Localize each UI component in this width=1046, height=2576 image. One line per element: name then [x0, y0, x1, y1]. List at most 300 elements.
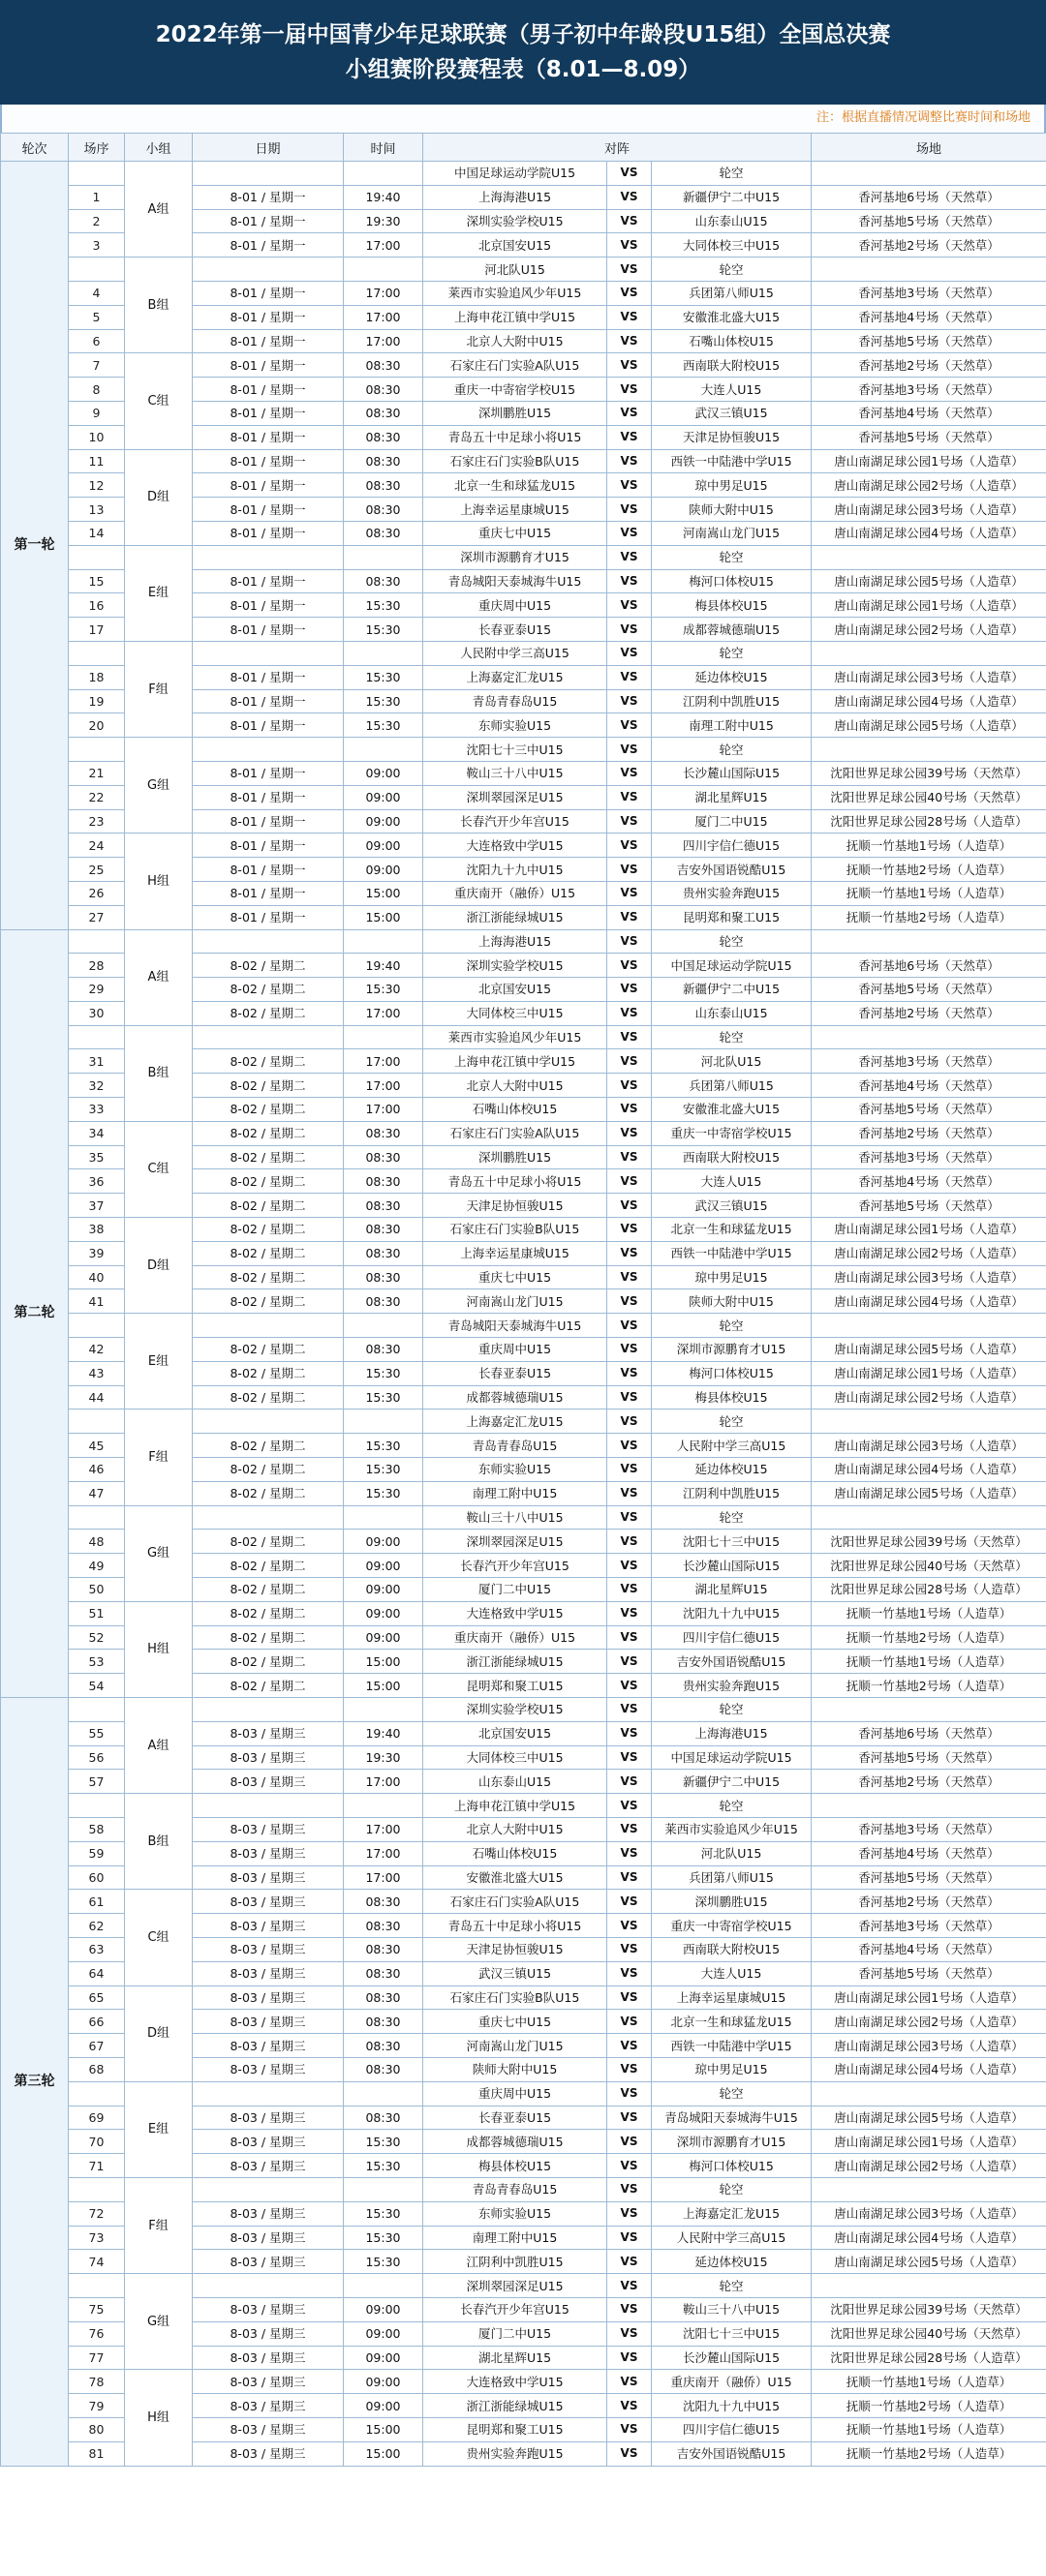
match-date: 8-03 / 星期三: [193, 2346, 344, 2370]
away-team: 新疆伊宁二中U15: [652, 185, 812, 209]
match-number: 57: [69, 1770, 125, 1794]
home-team: 深圳鹏胜U15: [423, 1145, 607, 1169]
match-time: [344, 929, 423, 954]
match-time: 09:00: [344, 1625, 423, 1650]
match-number: 52: [69, 1625, 125, 1650]
away-team: 深圳鹏胜U15: [652, 1890, 812, 1914]
away-team: 深圳市源鹏育才U15: [652, 1338, 812, 1362]
venue: 香河基地2号场（天然草）: [812, 233, 1046, 258]
group-label: G组: [125, 1505, 193, 1601]
away-team: 吉安外国语锐酷U15: [652, 858, 812, 882]
match-number: 56: [69, 1745, 125, 1770]
match-number: 72: [69, 2201, 125, 2226]
group-label: B组: [125, 258, 193, 353]
away-team: 轮空: [652, 929, 812, 954]
vs-label: VS: [607, 378, 652, 402]
venue: 沈阳世界足球公园28号场（人造草）: [812, 1578, 1046, 1602]
away-team: 轮空: [652, 545, 812, 569]
away-team: 轮空: [652, 1409, 812, 1434]
away-team: 陕师大附中U15: [652, 1289, 812, 1314]
match-number: 50: [69, 1578, 125, 1602]
match-time: [344, 545, 423, 569]
vs-label: VS: [607, 689, 652, 713]
match-time: 08:30: [344, 1265, 423, 1289]
away-team: 青岛城阳天泰城海牛U15: [652, 2106, 812, 2130]
away-team: 天津足协恒骏U15: [652, 425, 812, 449]
vs-label: VS: [607, 2346, 652, 2370]
home-team: 北京一生和球猛龙U15: [423, 473, 607, 498]
match-time: 09:00: [344, 2321, 423, 2346]
match-date: 8-03 / 星期三: [193, 2034, 344, 2058]
match-number: 60: [69, 1865, 125, 1890]
home-team: 青岛青春岛U15: [423, 2177, 607, 2201]
home-team: 湖北星辉U15: [423, 2346, 607, 2370]
match-date: 8-03 / 星期三: [193, 2154, 344, 2178]
match-number: 15: [69, 569, 125, 593]
venue: 唐山南湖足球公园1号场（人造草）: [812, 449, 1046, 473]
away-team: 轮空: [652, 258, 812, 282]
venue: 唐山南湖足球公园4号场（人造草）: [812, 689, 1046, 713]
vs-label: VS: [607, 2370, 652, 2394]
match-time: 09:00: [344, 1530, 423, 1554]
match-time: 09:00: [344, 1601, 423, 1625]
match-date: 8-01 / 星期一: [193, 305, 344, 329]
vs-label: VS: [607, 2321, 652, 2346]
home-team: 梅县体校U15: [423, 2154, 607, 2178]
match-time: 19:40: [344, 954, 423, 978]
home-team: 大连格致中学U15: [423, 2370, 607, 2394]
home-team: 青岛五十中足球小将U15: [423, 1169, 607, 1194]
venue: 唐山南湖足球公园2号场（人造草）: [812, 1241, 1046, 1265]
vs-label: VS: [607, 353, 652, 378]
match-number: 11: [69, 449, 125, 473]
home-team: 青岛五十中足球小将U15: [423, 1914, 607, 1938]
venue: 抚顺一竹基地2号场（人造草）: [812, 1625, 1046, 1650]
venue: 香河基地3号场（天然草）: [812, 1914, 1046, 1938]
away-team: 北京一生和球猛龙U15: [652, 2010, 812, 2034]
match-number: 41: [69, 1289, 125, 1314]
match-number: 1: [69, 185, 125, 209]
away-team: 轮空: [652, 641, 812, 665]
venue: 香河基地5号场（天然草）: [812, 1865, 1046, 1890]
home-team: 石嘴山体校U15: [423, 1098, 607, 1122]
venue: [812, 258, 1046, 282]
match-number: [69, 1025, 125, 1049]
venue: [812, 2081, 1046, 2106]
match-time: 09:00: [344, 2394, 423, 2418]
match-number: [69, 2177, 125, 2201]
col-round: 轮次: [1, 134, 69, 162]
match-time: 08:30: [344, 1218, 423, 1242]
match-time: 08:30: [344, 1914, 423, 1938]
home-team: 重庆南开（融侨）U15: [423, 1625, 607, 1650]
vs-label: VS: [607, 1721, 652, 1745]
match-time: 09:00: [344, 833, 423, 858]
match-number: 80: [69, 2417, 125, 2441]
away-team: 吉安外国语锐酷U15: [652, 2441, 812, 2466]
match-time: 09:00: [344, 761, 423, 785]
col-date: 日期: [193, 134, 344, 162]
venue: 唐山南湖足球公园3号场（人造草）: [812, 2034, 1046, 2058]
match-number: 44: [69, 1385, 125, 1409]
match-time: 09:00: [344, 2370, 423, 2394]
match-date: 8-03 / 星期三: [193, 1937, 344, 1961]
match-number: 6: [69, 329, 125, 353]
match-number: 66: [69, 2010, 125, 2034]
home-team: 北京国安U15: [423, 1721, 607, 1745]
home-team: 上海申花江镇中学U15: [423, 1049, 607, 1074]
match-date: 8-03 / 星期三: [193, 1745, 344, 1770]
home-team: 北京人大附中U15: [423, 1817, 607, 1841]
match-number: [69, 2274, 125, 2298]
home-team: 重庆周中U15: [423, 593, 607, 618]
match-date: 8-01 / 星期一: [193, 689, 344, 713]
match-number: [69, 1794, 125, 1818]
home-team: 重庆七中U15: [423, 521, 607, 545]
home-team: 大连格致中学U15: [423, 833, 607, 858]
venue: 沈阳世界足球公园28号场（人造草）: [812, 2346, 1046, 2370]
away-team: 延边体校U15: [652, 2250, 812, 2274]
away-team: 莱西市实验追风少年U15: [652, 1817, 812, 1841]
home-team: 大连格致中学U15: [423, 1601, 607, 1625]
match-number: 71: [69, 2154, 125, 2178]
vs-label: VS: [607, 1865, 652, 1890]
match-number: 65: [69, 1985, 125, 2010]
match-number: 47: [69, 1481, 125, 1505]
venue: 唐山南湖足球公园4号场（人造草）: [812, 2226, 1046, 2250]
venue: 抚顺一竹基地1号场（人造草）: [812, 881, 1046, 905]
vs-label: VS: [607, 1194, 652, 1218]
group-label: H组: [125, 2370, 193, 2466]
away-team: 鞍山三十八中U15: [652, 2297, 812, 2321]
table-row-bye: [1, 545, 1046, 569]
home-team: 青岛城阳天泰城海牛U15: [423, 1314, 607, 1338]
match-time: [344, 1794, 423, 1818]
vs-label: VS: [607, 738, 652, 762]
venue: 沈阳世界足球公园39号场（天然草）: [812, 2297, 1046, 2321]
match-number: 76: [69, 2321, 125, 2346]
match-date: 8-01 / 星期一: [193, 833, 344, 858]
home-team: 莱西市实验追风少年U15: [423, 1025, 607, 1049]
group-label: A组: [125, 929, 193, 1025]
venue: 唐山南湖足球公园2号场（人造草）: [812, 1385, 1046, 1409]
away-team: 吉安外国语锐酷U15: [652, 1650, 812, 1674]
match-time: 08:30: [344, 521, 423, 545]
vs-label: VS: [607, 1121, 652, 1145]
away-team: 轮空: [652, 1025, 812, 1049]
table-row: [1, 833, 1046, 858]
match-date: 8-01 / 星期一: [193, 713, 344, 738]
match-date: 8-02 / 星期二: [193, 1194, 344, 1218]
venue: 香河基地4号场（天然草）: [812, 1169, 1046, 1194]
away-team: 兵团第八师U15: [652, 1074, 812, 1098]
vs-label: VS: [607, 449, 652, 473]
vs-label: VS: [607, 1914, 652, 1938]
match-time: 15:30: [344, 978, 423, 1002]
table-row: [1, 1601, 1046, 1625]
venue: 唐山南湖足球公园3号场（人造草）: [812, 2201, 1046, 2226]
vs-label: VS: [607, 1841, 652, 1865]
match-time: 15:30: [344, 1434, 423, 1458]
schedule-table: [0, 133, 1046, 2467]
match-number: 79: [69, 2394, 125, 2418]
match-date: [193, 1505, 344, 1530]
venue: 唐山南湖足球公园1号场（人造草）: [812, 1985, 1046, 2010]
home-team: 南理工附中U15: [423, 1481, 607, 1505]
match-date: 8-03 / 星期三: [193, 1914, 344, 1938]
away-team: 湖北星辉U15: [652, 1578, 812, 1602]
venue: 香河基地2号场（天然草）: [812, 1001, 1046, 1025]
match-number: 48: [69, 1530, 125, 1554]
vs-label: VS: [607, 185, 652, 209]
match-time: 17:00: [344, 1770, 423, 1794]
match-date: 8-03 / 星期三: [193, 1817, 344, 1841]
away-team: 中国足球运动学院U15: [652, 1745, 812, 1770]
table-row-bye: [1, 1794, 1046, 1818]
match-time: 17:00: [344, 233, 423, 258]
match-date: 8-01 / 星期一: [193, 449, 344, 473]
away-team: 沈阳九十九中U15: [652, 2394, 812, 2418]
away-team: 北京一生和球猛龙U15: [652, 1218, 812, 1242]
match-number: [69, 929, 125, 954]
table-row-bye: [1, 162, 1046, 186]
vs-label: VS: [607, 1625, 652, 1650]
group-label: A组: [125, 162, 193, 258]
col-venue: 场地: [812, 134, 1046, 162]
venue: 唐山南湖足球公园3号场（人造草）: [812, 665, 1046, 689]
match-number: 19: [69, 689, 125, 713]
venue: [812, 929, 1046, 954]
away-team: 重庆南开（融侨）U15: [652, 2370, 812, 2394]
match-time: 08:30: [344, 1145, 423, 1169]
home-team: 深圳翠园深足U15: [423, 1530, 607, 1554]
venue: 唐山南湖足球公园1号场（人造草）: [812, 1218, 1046, 1242]
match-time: 08:30: [344, 1937, 423, 1961]
match-date: 8-02 / 星期二: [193, 978, 344, 1002]
venue: 香河基地6号场（天然草）: [812, 954, 1046, 978]
vs-label: VS: [607, 425, 652, 449]
match-number: 27: [69, 905, 125, 929]
match-number: 81: [69, 2441, 125, 2466]
match-time: 08:30: [344, 473, 423, 498]
match-time: 09:00: [344, 809, 423, 833]
home-team: 北京人大附中U15: [423, 329, 607, 353]
match-number: 77: [69, 2346, 125, 2370]
match-number: 43: [69, 1361, 125, 1385]
match-date: 8-03 / 星期三: [193, 2226, 344, 2250]
match-date: [193, 2274, 344, 2298]
match-date: 8-02 / 星期二: [193, 1650, 344, 1674]
match-number: 9: [69, 401, 125, 425]
match-date: 8-01 / 星期一: [193, 905, 344, 929]
schedule-note: 注：根据直播情况调整比赛时间和场地: [0, 105, 1046, 133]
match-time: 17:00: [344, 1001, 423, 1025]
match-time: [344, 1314, 423, 1338]
match-number: [69, 1314, 125, 1338]
vs-label: VS: [607, 545, 652, 569]
match-date: 8-01 / 星期一: [193, 425, 344, 449]
match-time: 15:00: [344, 1674, 423, 1698]
table-row: [1, 2370, 1046, 2394]
group-label: G组: [125, 2274, 193, 2370]
venue: 唐山南湖足球公园4号场（人造草）: [812, 521, 1046, 545]
away-team: 上海嘉定汇龙U15: [652, 2201, 812, 2226]
vs-label: VS: [607, 569, 652, 593]
match-number: 30: [69, 1001, 125, 1025]
away-team: 深圳市源鹏育才U15: [652, 2130, 812, 2154]
venue: [812, 1698, 1046, 1722]
vs-label: VS: [607, 1098, 652, 1122]
away-team: 新疆伊宁二中U15: [652, 978, 812, 1002]
vs-label: VS: [607, 258, 652, 282]
match-time: 15:30: [344, 2130, 423, 2154]
match-date: 8-02 / 星期二: [193, 1578, 344, 1602]
match-number: 28: [69, 954, 125, 978]
away-team: 贵州实验奔跑U15: [652, 1674, 812, 1698]
venue: 抚顺一竹基地2号场（人造草）: [812, 858, 1046, 882]
match-date: 8-01 / 星期一: [193, 569, 344, 593]
home-team: 上海嘉定汇龙U15: [423, 665, 607, 689]
match-date: [193, 162, 344, 186]
match-date: 8-01 / 星期一: [193, 809, 344, 833]
vs-label: VS: [607, 954, 652, 978]
home-team: 重庆七中U15: [423, 2010, 607, 2034]
col-match-no: 场序: [69, 134, 125, 162]
match-time: 15:00: [344, 881, 423, 905]
match-number: 53: [69, 1650, 125, 1674]
venue: [812, 738, 1046, 762]
col-fixture: 对阵: [423, 134, 812, 162]
group-label: D组: [125, 1218, 193, 1314]
vs-label: VS: [607, 1650, 652, 1674]
match-time: [344, 2081, 423, 2106]
match-date: 8-01 / 星期一: [193, 233, 344, 258]
away-team: 安徽淮北盛大U15: [652, 305, 812, 329]
match-number: 38: [69, 1218, 125, 1242]
away-team: 河北队U15: [652, 1841, 812, 1865]
venue: 唐山南湖足球公园2号场（人造草）: [812, 618, 1046, 642]
vs-label: VS: [607, 1314, 652, 1338]
away-team: 轮空: [652, 162, 812, 186]
venue: 唐山南湖足球公园3号场（人造草）: [812, 1434, 1046, 1458]
match-time: 15:30: [344, 593, 423, 618]
match-time: 17:00: [344, 1841, 423, 1865]
match-number: 3: [69, 233, 125, 258]
venue: 抚顺一竹基地2号场（人造草）: [812, 2394, 1046, 2418]
vs-label: VS: [607, 2417, 652, 2441]
match-time: 08:30: [344, 425, 423, 449]
match-time: [344, 2177, 423, 2201]
vs-label: VS: [607, 833, 652, 858]
away-team: 山东泰山U15: [652, 1001, 812, 1025]
table-row: [1, 1985, 1046, 2010]
round-label: 第三轮: [1, 1698, 69, 2467]
away-team: 大连人U15: [652, 378, 812, 402]
vs-label: VS: [607, 1698, 652, 1722]
away-team: 陕师大附中U15: [652, 498, 812, 522]
group-label: H组: [125, 1601, 193, 1697]
venue: 香河基地2号场（天然草）: [812, 353, 1046, 378]
away-team: 梅河口体校U15: [652, 2154, 812, 2178]
match-date: 8-02 / 星期二: [193, 1241, 344, 1265]
schedule-body: [1, 162, 1046, 2467]
away-team: 轮空: [652, 2274, 812, 2298]
match-time: [344, 641, 423, 665]
match-time: 08:30: [344, 449, 423, 473]
away-team: 石嘴山体校U15: [652, 329, 812, 353]
vs-label: VS: [607, 2441, 652, 2466]
match-number: [69, 1409, 125, 1434]
table-row-bye: [1, 641, 1046, 665]
venue: 沈阳世界足球公园40号场（天然草）: [812, 1554, 1046, 1578]
group-label: B组: [125, 1794, 193, 1890]
venue: 唐山南湖足球公园4号场（人造草）: [812, 2057, 1046, 2081]
vs-label: VS: [607, 1434, 652, 1458]
match-number: [69, 1505, 125, 1530]
match-number: 4: [69, 281, 125, 305]
match-time: 08:30: [344, 1289, 423, 1314]
home-team: 武汉三镇U15: [423, 1961, 607, 1985]
venue: 唐山南湖足球公园5号场（人造草）: [812, 1338, 1046, 1362]
match-date: 8-01 / 星期一: [193, 881, 344, 905]
match-time: 17:00: [344, 1049, 423, 1074]
venue: 唐山南湖足球公园4号场（人造草）: [812, 1289, 1046, 1314]
vs-label: VS: [607, 281, 652, 305]
home-team: 深圳市源鹏育才U15: [423, 545, 607, 569]
home-team: 河南嵩山龙门U15: [423, 1289, 607, 1314]
match-date: 8-03 / 星期三: [193, 1961, 344, 1985]
match-time: 08:30: [344, 569, 423, 593]
match-date: [193, 545, 344, 569]
vs-label: VS: [607, 1601, 652, 1625]
match-time: 15:30: [344, 618, 423, 642]
away-team: 沈阳九十九中U15: [652, 1601, 812, 1625]
home-team: 莱西市实验追风少年U15: [423, 281, 607, 305]
match-number: 29: [69, 978, 125, 1002]
match-date: 8-03 / 星期三: [193, 2106, 344, 2130]
match-date: [193, 1025, 344, 1049]
match-date: 8-02 / 星期二: [193, 954, 344, 978]
match-time: 15:30: [344, 689, 423, 713]
match-number: 33: [69, 1098, 125, 1122]
table-row-bye: [1, 1698, 1046, 1722]
venue: 沈阳世界足球公园39号场（天然草）: [812, 761, 1046, 785]
page-title: 2022年第一届中国青少年足球联赛（男子初中年龄段U15组）全国总决赛: [155, 22, 891, 47]
vs-label: VS: [607, 881, 652, 905]
match-date: 8-02 / 星期二: [193, 1265, 344, 1289]
home-team: 长春汽开少年宫U15: [423, 1554, 607, 1578]
match-number: 8: [69, 378, 125, 402]
venue: 香河基地2号场（天然草）: [812, 1890, 1046, 1914]
home-team: 南理工附中U15: [423, 2226, 607, 2250]
match-date: 8-02 / 星期二: [193, 1625, 344, 1650]
match-number: 78: [69, 2370, 125, 2394]
match-time: 09:00: [344, 1578, 423, 1602]
match-date: 8-03 / 星期三: [193, 2250, 344, 2274]
vs-label: VS: [607, 2081, 652, 2106]
match-time: 15:30: [344, 2154, 423, 2178]
home-team: 浙江浙能绿城U15: [423, 905, 607, 929]
match-date: 8-01 / 星期一: [193, 378, 344, 402]
vs-label: VS: [607, 1218, 652, 1242]
table-row-bye: [1, 738, 1046, 762]
venue: 唐山南湖足球公园1号场（人造草）: [812, 2130, 1046, 2154]
vs-label: VS: [607, 401, 652, 425]
match-date: 8-02 / 星期二: [193, 1001, 344, 1025]
venue: 唐山南湖足球公园2号场（人造草）: [812, 473, 1046, 498]
home-team: 成都蓉城德瑞U15: [423, 2130, 607, 2154]
col-time: 时间: [344, 134, 423, 162]
